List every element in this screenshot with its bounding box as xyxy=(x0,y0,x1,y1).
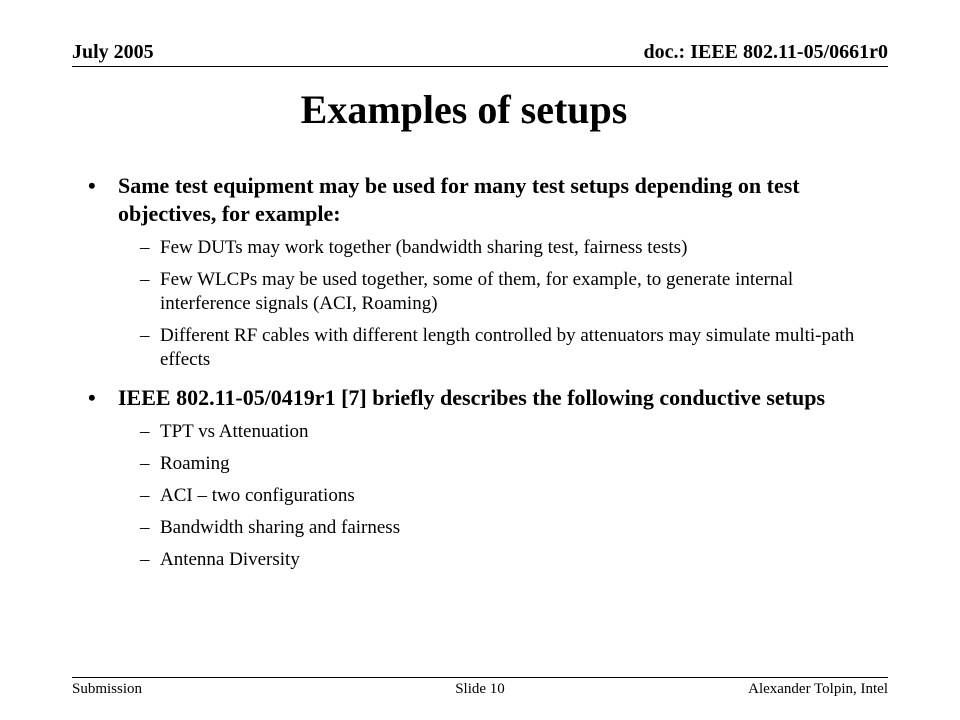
sub-bullet-text: TPT vs Attenuation xyxy=(160,421,309,442)
sub-bullet-text: ACI – two configurations xyxy=(160,485,355,506)
footer-author: Alexander Tolpin, Intel xyxy=(748,681,888,697)
bullet-text: Same test equipment may be used for many test setups depending on test objectives, for example: xyxy=(118,173,800,226)
dash-glyph: – xyxy=(140,485,150,506)
header-doc-number: doc.: IEEE 802.11-05/0661r0 xyxy=(643,41,888,63)
sub-bullet-item xyxy=(88,420,888,444)
dash-glyph: – xyxy=(140,421,150,442)
sub-bullet-text: Few DUTs may work together (bandwidth sharing test, fairness tests) xyxy=(160,237,688,258)
dash-glyph: – xyxy=(140,549,150,570)
sub-bullet-item xyxy=(88,548,888,572)
bullet-item xyxy=(88,172,888,228)
dash-glyph: – xyxy=(140,237,150,258)
sub-bullet-item xyxy=(88,236,888,260)
sub-bullet-text: Different RF cables with different length controlled by attenuators may simulate multi-path effects xyxy=(160,325,855,370)
sub-bullet-item xyxy=(88,324,888,372)
bullet-glyph: • xyxy=(88,173,96,198)
sub-bullet-text: Roaming xyxy=(160,453,230,474)
sub-bullet-text: Bandwidth sharing and fairness xyxy=(160,517,401,538)
bullet-glyph: • xyxy=(88,385,96,410)
header-date: July 2005 xyxy=(72,41,154,63)
slide-title: Examples of setups xyxy=(300,87,628,132)
bullet-item xyxy=(88,384,888,412)
dash-glyph: – xyxy=(140,269,150,290)
dash-glyph: – xyxy=(140,453,150,474)
header-divider xyxy=(72,66,888,67)
sub-bullet-text: Antenna Diversity xyxy=(160,549,300,570)
sub-bullet-item xyxy=(88,268,888,316)
dash-glyph: – xyxy=(140,517,150,538)
footer-divider xyxy=(72,677,888,678)
sub-bullet-item xyxy=(88,484,888,508)
slide-body xyxy=(88,172,888,580)
footer-submission: Submission xyxy=(72,681,143,697)
bullet-text: IEEE 802.11-05/0419r1 [7] briefly describes the following conductive setups xyxy=(118,385,826,410)
sub-bullet-item xyxy=(88,516,888,540)
dash-glyph: – xyxy=(140,325,150,346)
sub-bullet-text: Few WLCPs may be used together, some of them, for example, to generate internal interference signals (ACI, Roaming) xyxy=(160,269,794,314)
footer-slide-number: Slide 10 xyxy=(455,681,505,697)
sub-bullet-item xyxy=(88,452,888,476)
